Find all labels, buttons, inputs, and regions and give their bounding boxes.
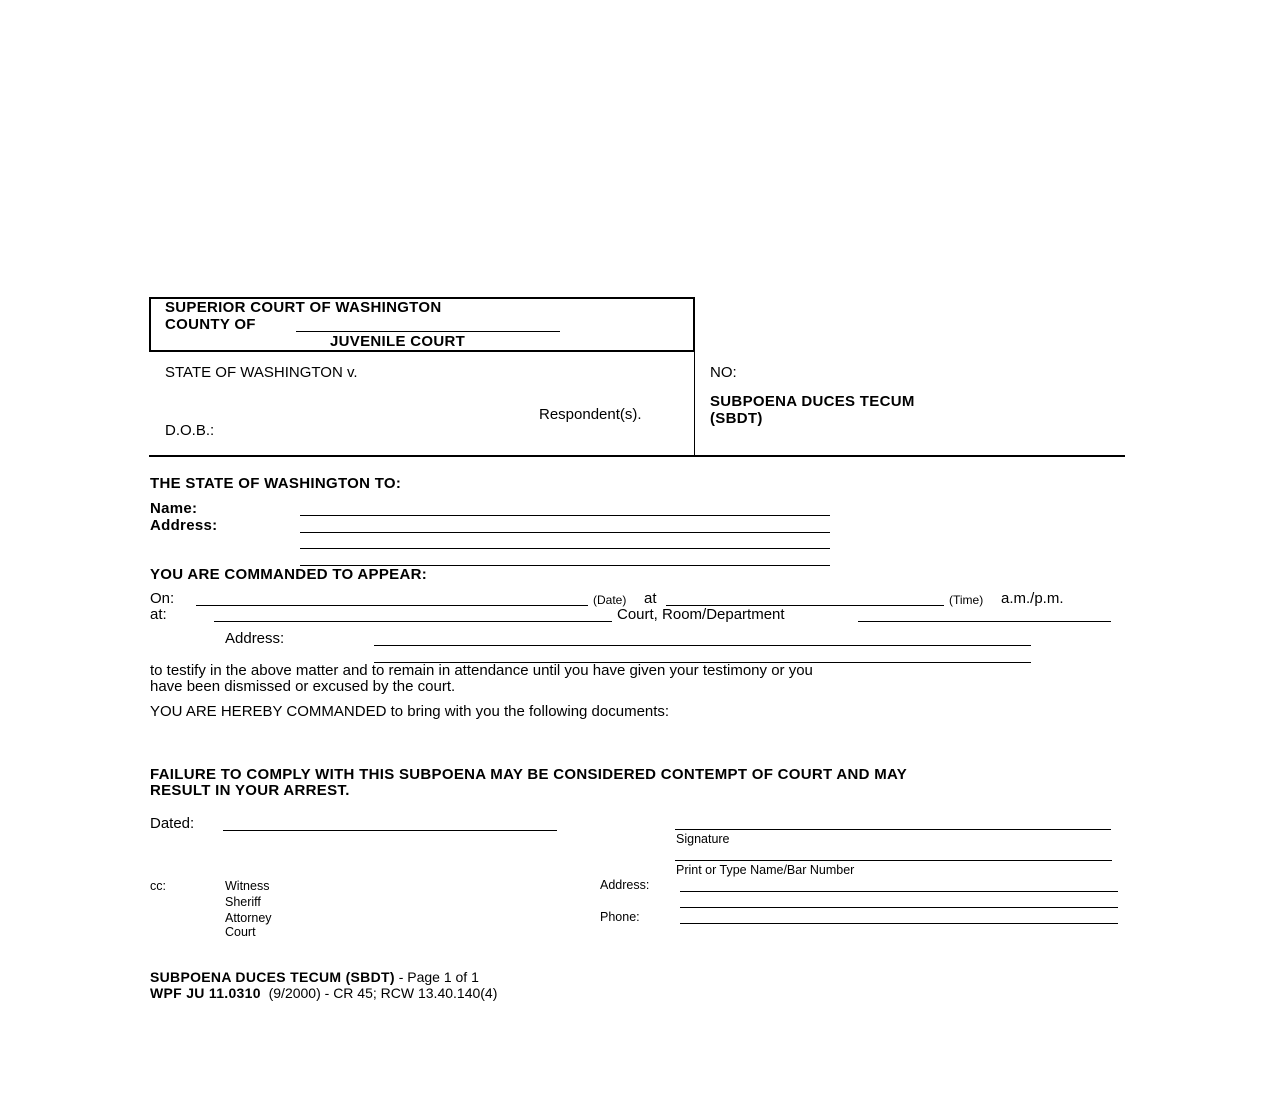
date-field[interactable]: [196, 605, 588, 606]
signer-address-field-1[interactable]: [680, 891, 1118, 892]
dated-label: Dated:: [150, 815, 195, 832]
document-title: SUBPOENA DUCES TECUM: [710, 393, 915, 410]
appear-address-field-1[interactable]: [374, 645, 1031, 646]
print-name-label: Print or Type Name/Bar Number: [676, 863, 855, 877]
signer-address-field-2[interactable]: [680, 907, 1118, 908]
warning-text-1: FAILURE TO COMPLY WITH THIS SUBPOENA MAY BE CONSIDERED CONTEMPT OF COURT AND MAY: [150, 766, 908, 783]
at-label: at:: [150, 606, 167, 623]
testify-text-1: to testify in the above matter and to remain in attendance until you have given your testimony or you: [150, 662, 813, 679]
name-field[interactable]: [300, 515, 830, 516]
testify-text-2: have been dismissed or excused by the court.: [150, 678, 456, 695]
name-label: Name:: [150, 500, 198, 517]
address-field-line-1[interactable]: [300, 532, 830, 533]
time-hint: (Time): [949, 593, 984, 607]
signature-label: Signature: [676, 832, 730, 846]
cc-item-witness: Witness: [225, 879, 270, 893]
cc-item-court: Court: [225, 925, 256, 939]
caption-separator: [149, 455, 1125, 457]
document-code: (SBDT): [710, 410, 763, 427]
footer-page: - Page 1 of 1: [394, 969, 479, 985]
footer-title: SUBPOENA DUCES TECUM (SBDT): [150, 969, 395, 985]
print-name-field[interactable]: [675, 860, 1112, 861]
juvenile-court-label: JUVENILE COURT: [330, 333, 466, 350]
respondent-label: Respondent(s).: [539, 406, 642, 423]
warning-text-2: RESULT IN YOUR ARREST.: [150, 782, 350, 799]
address-field-line-2[interactable]: [300, 548, 830, 549]
signature-field[interactable]: [675, 829, 1111, 830]
footer-form-line: [150, 985, 497, 1002]
case-number-label: NO:: [710, 364, 737, 381]
county-label: COUNTY OF: [165, 316, 256, 333]
court-location-field[interactable]: [214, 621, 612, 622]
cc-item-attorney: Attorney: [225, 911, 272, 925]
party-label: STATE OF WASHINGTON v.: [165, 364, 358, 381]
county-field[interactable]: [296, 331, 560, 332]
phone-label: Phone:: [600, 910, 640, 924]
address-label: Address:: [150, 517, 218, 534]
signer-address-label: Address:: [600, 878, 650, 892]
documents-text: YOU ARE HEREBY COMMANDED to bring with you the following documents:: [150, 703, 670, 720]
date-hint: (Date): [593, 593, 627, 607]
ampm-label: a.m./p.m.: [1001, 590, 1064, 607]
appear-heading: YOU ARE COMMANDED TO APPEAR:: [150, 566, 428, 583]
phone-field[interactable]: [680, 923, 1118, 924]
footer-title-line: [150, 969, 479, 986]
room-department-field[interactable]: [858, 621, 1111, 622]
cc-label: cc:: [150, 879, 166, 893]
court-name: SUPERIOR COURT OF WASHINGTON: [165, 299, 442, 316]
footer-form-number: WPF JU 11.0310: [150, 985, 261, 1001]
dob-label: D.O.B.:: [165, 422, 215, 439]
caption-divider: [694, 297, 695, 456]
at-word: at: [644, 590, 657, 607]
dated-field[interactable]: [223, 830, 557, 831]
footer-form-reference: (9/2000) - CR 45; RCW 13.40.140(4): [260, 985, 498, 1001]
to-heading: THE STATE OF WASHINGTON TO:: [150, 475, 402, 492]
appear-address-label: Address:: [225, 630, 285, 647]
cc-item-sheriff: Sheriff: [225, 895, 261, 909]
court-room-label: Court, Room/Department: [617, 606, 785, 623]
on-label: On:: [150, 590, 175, 607]
